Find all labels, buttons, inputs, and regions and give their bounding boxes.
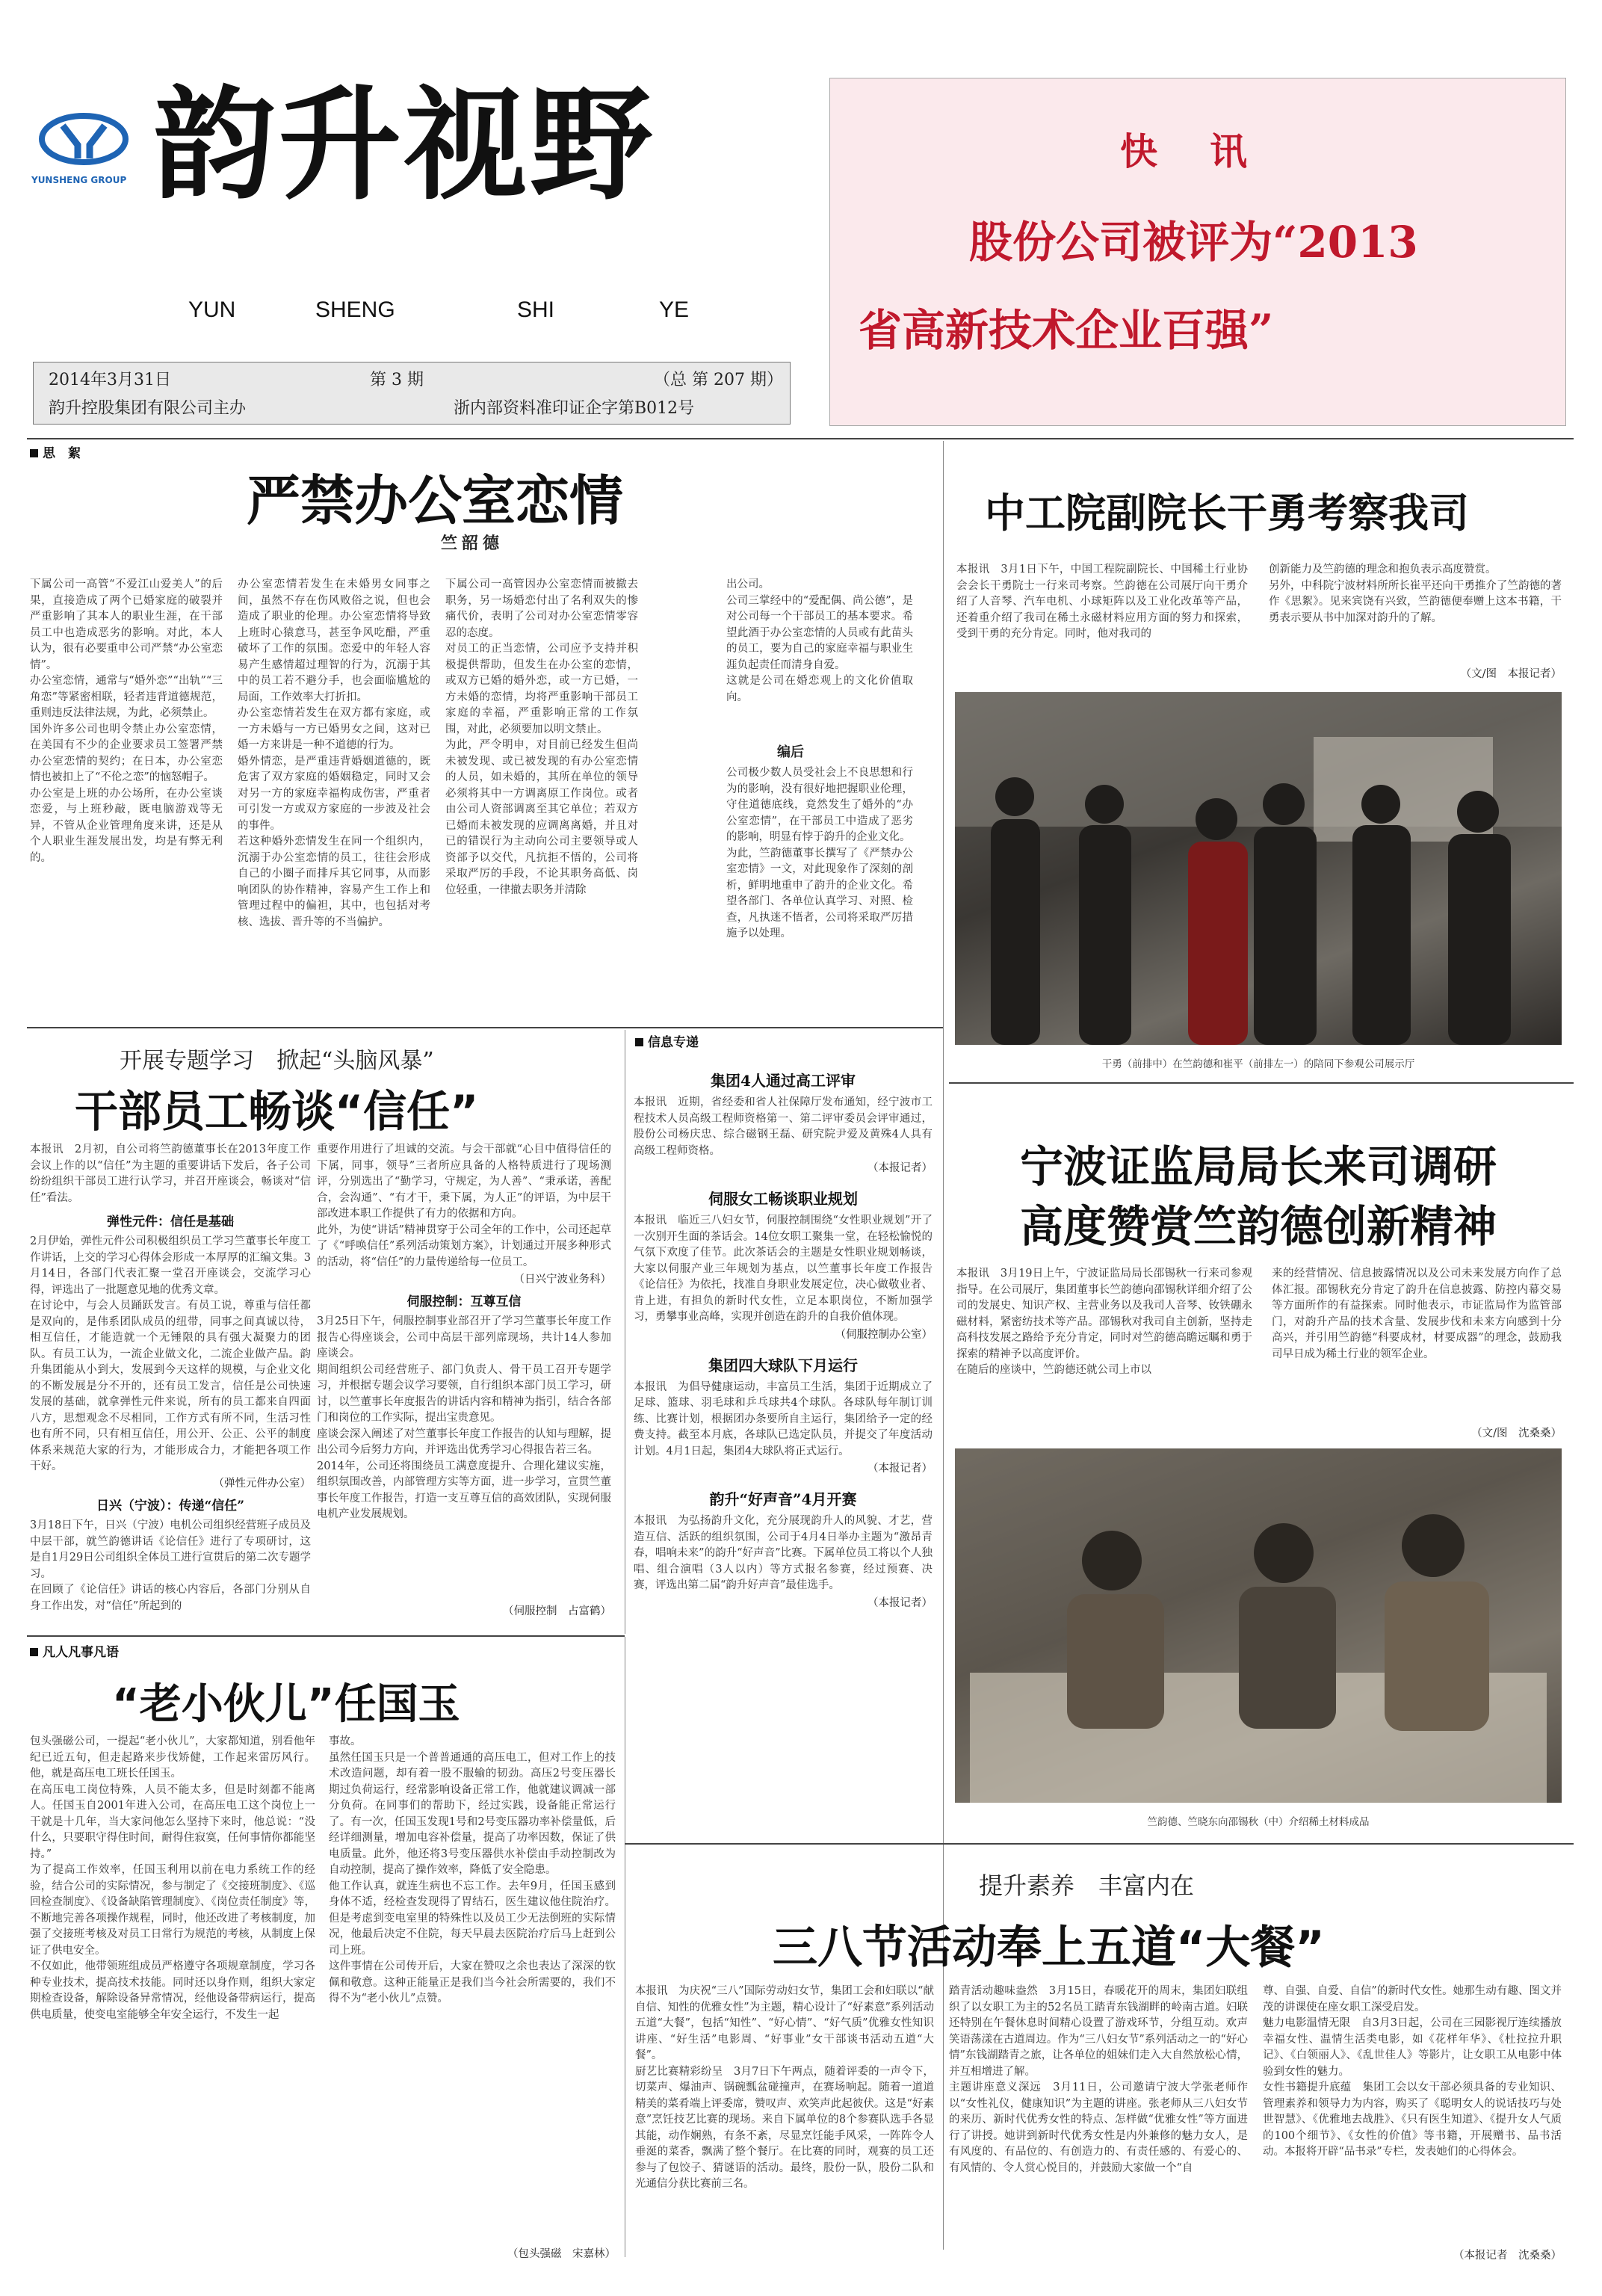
pinyin-2: SHENG: [315, 297, 395, 322]
pinyin-3: SHI: [517, 297, 555, 322]
logo: [34, 112, 133, 176]
trust-byline-1: （弹性元件办公室）: [213, 1478, 311, 1490]
trust-col-1: [30, 1142, 311, 1620]
veteran-col-2: 事故。 虽然任国玉只是一个普普通通的高压电工，但对工作上的技术改造问题，却有着一股不服输的韧劲。高压2号变压器长期过负荷运行，经常影响设备正常工作，他就建议调减一部分负荷。在同事们的帮助下，经过实践，设备能正常运行了。有一次，任国玉发现1号和2号变压器功率补偿量低，后经详细测量，增加电容补偿量，提高了功率因数，保证了供电质量。此外，他还将3号变压器供水补偿由手动控制改为自动控制，提高了操作效率，降低了安全隐患。 他工作认真，就连生病也不忘工作。去年9月，任国玉感到身体不适，经检查发现得了胃结石，医生建议他住院治疗。但是考虑到变电室里的特殊性以及员工少无法倒班的实际情况，他最后决定不住院，每天早晨去医院治疗后马上赶到公司上班。 这件事情在公司传开后，大家在赞叹之余也表达了深深的钦佩和敬意。这种正能量正是我们当今社会所需要的，我们不得不为“老小伙儿”点赞。: [329, 1735, 616, 2005]
flash-news-box: [829, 78, 1566, 426]
people-group-icon: [955, 692, 1562, 1045]
trust-headline: 干部员工畅谈“信任”: [75, 1086, 479, 1137]
veteran-byline: （包头强磁 宋嘉林）: [507, 2248, 616, 2260]
office-author: 竺韶德: [441, 534, 504, 553]
section-tag-people: 凡人凡事凡语: [30, 1641, 119, 1660]
brief-byline-3: （本报记者）: [868, 1463, 933, 1475]
trust-para-2: 3月18日下午，日兴（宁波）电机公司组织经营班子成员及中层干部，就竺韵德讲话《论信任》进行了专项研讨，这是自1月29日公司组织全体员工进行宣贯后的第二次专题学习。 在回顾了《论信任》讲话的核心内容后，各部门分别从自身工作出发，对“信任”所起到的: [30, 1519, 311, 1612]
office-editor-note: 公司极少数人员受社会上不良思想和行为的影响，没有很好地把握职业伦理，守住道德底线，竟然发生了婚外的“办公室恋情”，在干部员工中造成了恶劣的影响，明显有悖于韵升的企业文化。 为此，竺韵德董事长撰写了《严禁办公室恋情》一文，对此现象作了深刻的剖析，鲜明地重申了韵升的企业文化。希望各部门、各单位认真学习、对照、检查，凡执迷不悟者，公司将采取严厉措施予以处理。: [726, 767, 913, 939]
brief-title-2: 伺服女工畅谈职业规划: [708, 1190, 858, 1208]
trust-sub-2: 日兴（宁波）：传递“信任”: [96, 1499, 245, 1513]
cae-col-2: 创新能力及竺韵德的理念和抱负表示高度赞赏。 另外，中科院宁波材料所所长崔平还向干勇推介了竺韵德的著作《思絮》。见来宾饶有兴致，竺韵德便奉赠上这本书籍，干勇表示要从书中加深对韵升的了解。: [1269, 564, 1562, 624]
issue-number: 第 3 期: [370, 371, 424, 389]
brief-item-1: 本报讯 近期，省经委和省人社保障厅发布通知，经宁波市工程技术人员高级工程师资格第一、第二评审委员会评审通过，股份公司杨庆忠、综合磁钢王磊、研究院尹爱及黄殊4人具有高级工程师资格。: [634, 1096, 933, 1157]
cae-caption: 干勇（前排中）在竺韵德和崔平（前排左一）的陪同下参观公司展示厅: [1101, 1058, 1415, 1070]
cae-visit-photo: [955, 692, 1562, 1045]
trust-para-1: 2月伊始，弹性元件公司积极组织员工学习竺董事长年度工作讲话，上交的学习心得体会形成一本厚厚的汇编文集。3月14日，各部门代表汇聚一堂召开座谈会，交流学习心得，评选出了一批题意见地的优秀文章。 在讨论中，与会人员踊跃发言。有员工说，尊重与信任都是双向的，是伟系团队成员的纽带，同事之间真诚以待，相互信任，才能造就一个无锤限的具有强大凝聚力的团队。有员工认为，一流企业做文化，二流企业做产品。韵升集团能从小到大，发展到今天这样的规模，与企业文化的不断发展是分不开的，还有员工发言，信任是公司快速发展的基础，就拿弹性元件来说，所有的员工都来自四面八方，思想观念不尽相同，工作方式有所不同，生活习性也有所不同，只有相互信任，用公开、公正、公平的制度体系来规范大家的行为，才能形成合力，才能把各项工作干好。: [30, 1235, 311, 1472]
regulator-headline-1: 宁波证监局局长来司调研: [1019, 1141, 1497, 1192]
flash-line-1: 股份公司被评为“2013: [969, 217, 1418, 268]
people-exhibit-icon: [955, 1448, 1562, 1803]
trust-byline-2: （日兴宁波业务科）: [513, 1274, 611, 1286]
regulator-photo: [955, 1448, 1562, 1803]
cae-headline: 中工院副院长干勇考察我司: [985, 490, 1469, 537]
flash-label: 快 讯: [1120, 129, 1255, 173]
brief-byline-4: （本报记者）: [868, 1596, 933, 1609]
office-headline: 严禁办公室恋情: [247, 469, 624, 532]
veteran-col-1: 包头强磁公司，一提起“老小伙儿”，大家都知道，别看他年纪已近五旬，但走起路来步伐矫健，工作起来雷厉风行。他，就是高压电工班长任国玉。 在高压电工岗位特殊，人员不能太多，但是时刻都不能离人。任国玉自2001年进入公司，在高压电工这个岗位上一干就是十几年，当大家问他怎么坚持下来时，他总说：“没什么，只要职守得住时间，耐得住寂寞，任何事情你都能坚持。” 为了提高工作效率，任国玉利用以前在电力系统工作的经验，结合公司的实际情况，参与制定了《交接班制度》、《巡回检查制度》、《设备缺陷管理制度》、《岗位责任制度》等，不断地完善各项操作规程，同时，他还改进了考核制度，加强了交接班考核及对员工日常行为规范的考核，从制度上保证了供电安全。 不仅如此，他带领班组成员严格遵守各项规章制度，学习各种专业技术，提高技术技能。同时还以身作则，组织大家定期检查设备，解除设备异常情况，经他设备带病运行，提高供电质量，使变电室能够全年安全运行，不发生一起: [30, 1735, 315, 2021]
regulator-byline: （文/图 沈桑桑）: [1471, 1428, 1562, 1439]
office-col-4: 出公司。 公司三掌经中的“爱配偶、尚公德”，是对公司每一个干部员工的基本要求。希望此酒于办公室恋情的人员或有此苗头的员工，要为自己的家庭幸福与职业生涯负起责任而清身自爱。 这就是公司在婚恋观上的文化价值取向。: [726, 578, 913, 703]
trust-col-2: [317, 1142, 611, 1620]
pinyin-1: YUN: [188, 297, 236, 322]
brief-byline-2: （伺服控制办公室）: [835, 1328, 933, 1341]
trust-intro: 本报讯 2月初，自公司将竺韵德董事长在2013年度工作会议上作的以“信任”为主题的重要讲话下发后，各子公司纷纷组织干部员工进行认学习，并召开座谈会，畅谈对“信任”看法。: [30, 1144, 311, 1204]
brief-column: [634, 1054, 933, 1629]
veteran-headline: “老小伙儿”任国玉: [112, 1680, 460, 1729]
womensday-headline: 三八节活动奉上五道“大餐”: [773, 1922, 1325, 1974]
masthead-title: 韵升视野: [153, 74, 656, 217]
brief-title-4: 韵升“好声音”4月开赛: [709, 1490, 857, 1508]
cae-byline: （文/图 本报记者）: [1460, 668, 1562, 680]
trust-byline-3: （伺服控制 占富鹤）: [503, 1605, 611, 1617]
trust-sub-3: 伺服控制：互尊互信: [406, 1294, 522, 1309]
brief-title-3: 集团四大球队下月运行: [708, 1356, 858, 1374]
regulator-headline-2: 高度赞赏竺韵德创新精神: [1019, 1201, 1497, 1252]
brief-item-2: 本报讯 临近三八妇女节，伺服控制围绕“女性职业规划”开了一次别开生面的茶话会。14位女职工聚集一堂，在轻松愉悦的气氛下欢度了佳节。此次茶话会的主题是女性职业规划畅谈，大家以伺服产业三年规划为基点，以竺董事长年度工作报告《论信任》为依托，找准自身职业发展定位，决心做敬业者、肯上进，有担负的新时代女性，立足本职岗位，不断加强学习，勇攀事业高峰，实现并创造在韵升的自我价值体现。: [634, 1215, 933, 1323]
office-editor-label: 编后: [777, 744, 804, 760]
issue-date: 2014年3月31日: [49, 371, 171, 389]
womensday-byline: （本报记者 沈桑桑）: [1453, 2250, 1562, 2262]
cae-col-1: 本报讯 3月1日下午，中国工程院副院长、中国稀土行业协会会长干勇院士一行来司考察。竺韵德在公司展厅向干勇介绍了人音琴、汽车电机、小球矩阵以及工业化改革等产品，还着重介绍了我司在稀土永磁材料应用方面的努力和探索，受到干勇的充分肯定。同时，他对我司的: [956, 564, 1248, 640]
regulator-col-1: 本报讯 3月19日上午，宁波证监局局长邵锡秋一行来司参观指导。在公司展厅，集团董事长竺韵德向邵锡秋详细介绍了公司的发展史、知识产权、主营业务以及我司人音琴、钕铁硼永磁材料，紧密纺技术等产品。邵锡秋对我司自主创新，坚持走高科技发展之路给予充分肯定，同时对竺韵德高瞻远瞩和勇于探索的精神予以高度评价。 在随后的座谈中，竺韵德还就公司上市以: [956, 1268, 1252, 1376]
womensday-col-2: 踏青活动趣味盎然 3月15日，春暖花开的周末，集团妇联组织了以女职工为主的52名员工踏青东钱湖畔的岭南古道。妇联还特别在午餐休息时间精心设置了游戏环节，分组互动。欢声笑语荡漾在古道周边。作为“三八妇女节”系列活动之一的“好心情”东钱湖踏青之旅，让各单位的姐妹们走入大自然放松心情，并互相增进了解。 主题讲座意义深远 3月11日，公司邀请宁波大学张老师作以“女性礼仪，健康知识”为主题的讲座。张老师从三八妇女节的来历、新时代优秀女性的特点、怎样做“优雅女性”等方面进行了讲授。她讲到新时代优秀女性是内外兼修的魅力女人，是有风度的、有品位的、有创造力的、有责任感的、有爱心的、有风情的、令人赏心悦目的，并鼓励大家做一个“自: [949, 1985, 1248, 2174]
issue-total: （总 第 207 期）: [654, 371, 783, 389]
section-tag-briefs: 信息专递: [635, 1031, 699, 1050]
trust-kicker: 开展专题学习 掀起“头脑风暴”: [120, 1048, 434, 1074]
issue-host: 韵升控股集团有限公司主办: [49, 399, 247, 418]
trust-para-4: 3月25日下午，伺服控制事业部召开了学习竺董事长年度工作报告心得座谈会，公司中高层干部列席现场，共计14人参加座谈会。 期间组织公司经营班子、部门负责人、骨干员工召开专题学习，并根据专题会议学习要领，自行组织本部门员工学习，研讨，以竺董事长年度报告的讲话内容和精神为指引，结合各部门和岗位的工作实际，提出宝贵意见。 座谈会深入阐述了对竺董事长年度工作报告的认知与理解，提出公司今后努力方向，并评选出优秀学习心得报告若三名。 2014年，公司还将围绕员工满意度提升、合理化建议实施，组织氛围改善，内部管理方实等方面，进一步学习，宣贯竺董事长年度工作报告，打造一支互尊互信的高效团队，实现伺服电机产业发展规划。: [317, 1315, 611, 1520]
brief-item-4: 本报讯 为弘扬韵升文化，充分展现韵升人的风貌、才艺，营造互信、活跃的组织氛围，公司于4月4日举办主题为“激昂青春，唱响未来”的韵升“好声音”比赛。下属单位员工将以个人独唱、组合演唱（3人以内）等方式报名参赛，经过预赛、决赛，评选出第二届“韵升好声音”最佳选手。: [634, 1515, 933, 1591]
office-col-1: 下属公司一高管“不爱江山爱美人”的后果，直接造成了两个已婚家庭的破裂并严重影响了其本人的职业生涯，在干部员工中也造成恶劣的影响。对此，本人认为，很有必要重申公司严禁“办公室恋情”。 办公室恋情，通常与“婚外恋”“出轨”“三角恋”等紧密相联，轻者违背道德规范，重则违反法律法规，为此，必须禁止。 国外许多公司也明令禁止办公室恋情，在美国有不少的企业要求员工签署严禁办公室恋情的契约；在日本，办公室恋情也被扣上了“不伦之恋”的恼怒帽子。 办公室是上班的办公场所，在办公室谈恋爱，与上班秒敲，既电脑游戏等无异，不管从企业管理角度来讲，还是从个人职业生涯发展出发，均是有弊无利的。: [30, 578, 223, 864]
brief-byline-1: （本报记者）: [868, 1162, 933, 1174]
trust-para-3: 重要作用进行了坦诚的交流。与会干部就“心目中值得信任的下属，同事，领导”三者所应具备的人格特质进行了现场测评，分别选出了“勤学习，守规定，为人善”、“秉承诺，善配合，会沟通”、“有才干，秉下属，为人正”的评语，为中层干部改进本职工作提供了有力的依据和方向。 此外，为使“讲话”精神贯穿于公司全年的工作中，公司还起草了《“呼唤信任”系列活动策划方案》，计划通过开展多种形式的活动，将“信任”的力量传递给每一位员工。: [317, 1144, 611, 1268]
flash-line-2: 省高新技术企业百强”: [859, 305, 1274, 356]
trust-sub-1: 弹性元件：信任是基础: [107, 1215, 234, 1229]
womensday-col-1: 本报讯 为庆祝“三八”国际劳动妇女节，集团工会和妇联以“献自信、知性的优雅女性”为主题，精心设计了“好素意”系列活动五道“大餐”，包括“知性”、“好心情”、“好气质”优雅女性知识讲座、“好生活”电影周、“好事业”女干部谈书活动五道“大餐”。 厨艺比赛精彩纷呈 3月7日下午两点，随着评委的一声令下，切菜声、爆油声、锅碗瓢盆碰撞声，在赛场响起。随着一道道精美的菜肴端上评委席，赞叹声、欢笑声此起彼伏。这是“好素意”烹饪技艺比赛的现场。来自下属单位的8个参赛队选手各显其能，动作娴熟，有条不紊，尽显烹饪能手风采，一阵阵令人垂涎的菜香，飘满了整个餐厅。在比赛的同时，观赛的员工还参与了包饺子、猜谜语的活动。最终，股份一队，股份二队和光通信分获比赛前三名。: [635, 1985, 934, 2190]
womensday-kicker: 提升素养 丰富内在: [979, 1871, 1195, 1900]
office-col-3: 下属公司一高管因办公室恋情而被撤去职务，另一场婚恋付出了名利双失的惨痛代价，表明了公司对办公室恋情零容忍的态度。 对员工的正当恋情，公司应予支持并积极提供帮助，但发生在办公室的恋情，或双方已婚的婚外恋，或一方已婚，一方未婚的恋情，均将严重影响干部员工家庭的幸福，严重影响正常的工作氛围，对此，必须要加以明文禁止。 为此，严令明申，对目前已经发生但尚未被发现、或已被发现的有办公室恋情的人员，如未婚的，其所在单位的领导必须将其中一方调离原工作岗位。或者由公司人资部调离至其它单位；若双方已婚而未被发现的应调离离婚，并且对已的错误行为主动向公司主要领导或人资部予以交代，凡抗拒不悟的，公司将采取严厉的手段，不论其职务高低、岗位轻重，一律撤去职务并清除: [445, 578, 638, 896]
brief-title-1: 集团4人通过高工评审: [711, 1072, 856, 1090]
issue-permit: 浙内部资料准印证企字第B012号: [454, 399, 695, 418]
office-col-2: 办公室恋情若发生在未婚男女同事之间，虽然不存在伤风败俗之说，但也会造成了职业的伦理。办公室恋情将导致上班时心猿意马，甚至争风吃醋，严重破坏了工作的氛围。恋爱中的年轻人容易产生感情超过理智的行为，沉溺于其中的员工若不避分手，也会面临尴尬的局面，工作效率大打折扣。 办公室恋情若发生在双方都有家庭，或一方未婚与一方已婚男女之间，这对已婚一方来讲是一种不道德的行为。 婚外情恋，是严重违背婚姻道德的，既危害了双方家庭的婚姻稳定，同时又会对另一方的家庭幸福构成伤害，严重者可引发一方或双方家庭的一步波及社会的事件。 若这种婚外恋情发生在同一个组织内，沉溺于办公室恋情的员工，往往会形成自己的小圈子而排斥其它同事，从而影响团队的协作精神，容易产生工作上和管理过程中的偏袒，其中，也包括对考核、选拔、晋升等的不当偏护。: [238, 578, 430, 928]
section-tag-thoughts: 思 絮: [30, 442, 81, 461]
yunsheng-logo-icon: [34, 112, 133, 176]
logo-company: YUNSHENG GROUP: [31, 175, 127, 185]
regulator-col-2: 来的经营情况、信息披露情况以及公司未来发展方向作了总体汇报。邵锡秋充分肯定了韵升在信息披露、防控内幕交易等方面所作的有益探索。同时他表示，市证监局作为监管部门，对韵升产品的技术含量、发展步伐和未来方向感到十分高兴，并引用竺韵德“科要成材，材要成器”的理念，鼓励我司早日成为稀土行业的领军企业。: [1272, 1268, 1562, 1360]
brief-item-3: 本报讯 为倡导健康运动，丰富员工生活，集团于近期成立了足球、篮球、羽毛球和乒乓球共4个球队。各球队每年制订训练、比赛计划，根据团办条要所自主运行，集团给予一定的经费支持。截至本月底，各球队已选定队员，并提交了年度活动计划。4月1日起，集团4大球队将正式运行。: [634, 1380, 933, 1457]
regulator-caption: 竺韵德、竺晓东向邵锡秋（中）介绍稀土材料成品: [1147, 1816, 1370, 1828]
pinyin-4: YE: [659, 297, 690, 322]
womensday-col-3: 尊、自强、自爱、自信”的新时代女性。她那生动有趣、图文并茂的讲课使在座女职工深受启发。 魅力电影温情无限 自3月3日起，公司在三园影视厅连续播放幸福女性、温情生活类电影，如《花样年华》、《杜拉拉升职记》、《白领丽人》、《乱世佳人》等影片，让女职工从电影中体验到女性的魅力。 女性书籍提升底蕴 集团工会以女干部必须具备的专业知识、管理素养和领导力为内容，购买了《聪明女人的说话技巧与处世智慧》、《优雅地去战胜》、《只有医生知道》、《提升女人气质的100个细节》、《女性的价值》等书籍，开展赠书、品书活动。本报将开辟“品书录”专栏，发表她们的心得体会。: [1263, 1985, 1562, 2158]
issue-info-box: [33, 362, 791, 425]
